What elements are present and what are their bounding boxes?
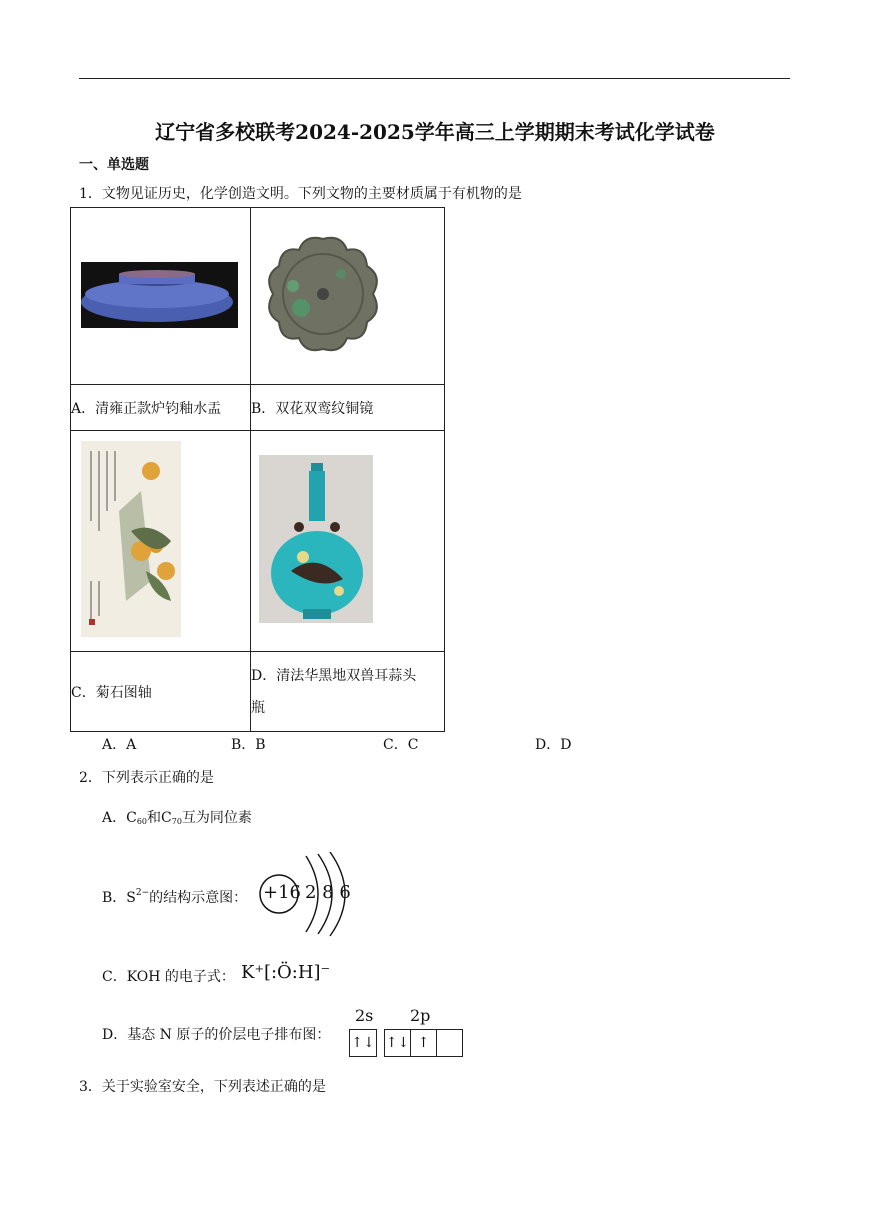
artifact-table (70, 207, 445, 732)
orbital-label-2s: 2s (355, 1006, 374, 1025)
cell-label-c: C．菊石图轴 (71, 652, 251, 732)
cell-label-d-line2: 瓶 (251, 699, 265, 716)
c70-subscript: 70 (171, 817, 182, 826)
header-rule (79, 78, 790, 79)
c70-symbol: C (161, 810, 172, 826)
section-heading: 一、单选题 (79, 157, 149, 173)
q2-option-a (102, 807, 252, 827)
q2-b-prefix: B． (102, 890, 127, 906)
orbital-box-2p-1: ↑↓ (384, 1029, 411, 1057)
choice-a: A．A (102, 737, 137, 753)
garlic-vase-image (251, 431, 444, 647)
page-title: 辽宁省多校联考2024-2025学年高三上学期期末考试化学试卷 (155, 120, 715, 144)
cell-image-d (251, 431, 445, 652)
q2-option-d: D．基态 N 原子的价层电子排布图： (102, 1027, 331, 1043)
q2-option-c: C．KOH 的电子式： (102, 969, 235, 985)
orbital-label-2p: 2p (410, 1006, 431, 1025)
question-3-stem: 3．关于实验室安全，下列表述正确的是 (79, 1079, 326, 1095)
sulfur-symbol: S (126, 890, 136, 906)
chrysanthemum-scroll-image (71, 431, 250, 647)
bronze-mirror-image (251, 208, 444, 380)
c60-subscript: 60 (136, 817, 148, 826)
q2-option-b (102, 887, 247, 907)
orbital-box-2p-2: ↑ (410, 1029, 437, 1057)
cell-label-d-line1: D．清法华黑地双兽耳蒜头 (251, 667, 417, 684)
cell-label-d (251, 652, 445, 732)
q2-a-prefix: A． (102, 810, 127, 826)
cell-image-b (251, 208, 445, 385)
question-1-stem: 1．文物见证历史，化学创造文明。下列文物的主要材质属于有机物的是 (79, 186, 522, 202)
choice-b: B．B (231, 737, 266, 753)
orbital-box-2p-3 (436, 1029, 463, 1057)
q2-b-rest: 的结构示意图： (149, 890, 248, 906)
question-2-stem: 2．下列表示正确的是 (79, 770, 214, 786)
choice-c: C．C (383, 737, 419, 753)
q2-a-rest: 互为同位素 (181, 810, 252, 826)
porcelain-bowl-image (71, 208, 250, 380)
cell-image-a (71, 208, 251, 385)
electron-shells: 2 8 6 (305, 882, 351, 903)
sulfide-charge: 2− (135, 888, 150, 898)
choice-d: D．D (535, 737, 572, 753)
cell-label-b: B．双花双鸾纹铜镜 (251, 385, 445, 431)
cell-label-a: A．清雍正款炉钧釉水盂 (71, 385, 251, 431)
orbital-box-2s: ↑↓ (349, 1029, 377, 1057)
koh-lewis-formula: K⁺[:Ö:H]⁻ (241, 962, 331, 983)
c60-symbol: C (126, 810, 137, 826)
and-word: 和 (147, 810, 162, 826)
nucleus-label: +16 (263, 882, 301, 903)
cell-image-c (71, 431, 251, 652)
